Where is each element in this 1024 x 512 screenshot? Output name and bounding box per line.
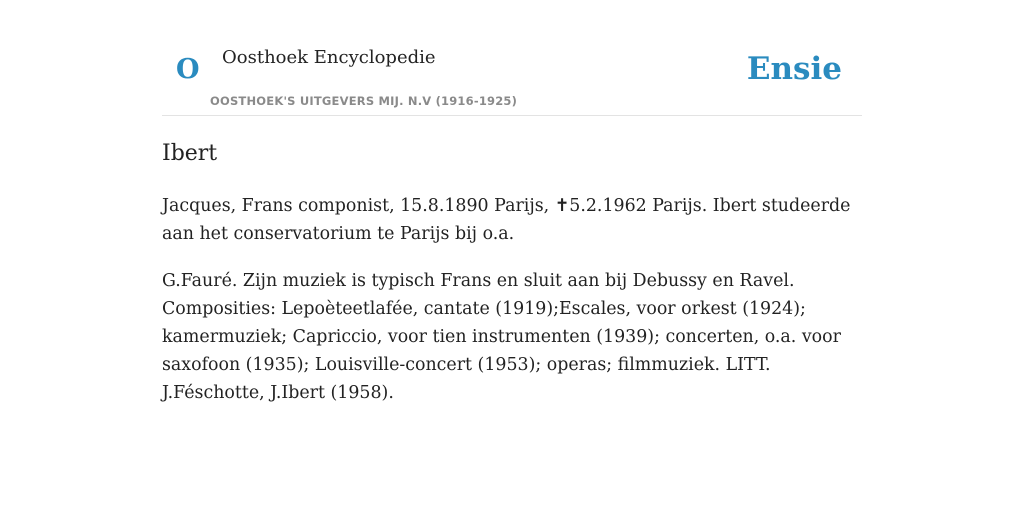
article-paragraph: Jacques, Frans componist, 15.8.1890 Parijs, ✝5.2.1962 Parijs. Ibert studeerde aan het conservatorium te Parijs bij o.a. bbox=[162, 196, 851, 244]
site-header bbox=[162, 0, 862, 116]
site-title[interactable]: Oosthoek Encyclopedie bbox=[222, 47, 436, 68]
publisher-subtitle: OOSTHOEK'S UITGEVERS MIJ. N.V (1916-1925) bbox=[210, 94, 518, 108]
article-paragraph: G.Fauré. Zijn muziek is typisch Frans en sluit aan bij Debussy en Ravel. Composities: Lepoèteetlafée, cantate (1919);Escales, voor orkest (1924); kamermuziek; Capriccio, voor tien instrumenten (1939); concerten, o.a. voor saxofoon (1935); Louisville-concert (1953); operas; filmmuziek. LITT. J.Féschotte, J.Ibert (1958). bbox=[162, 271, 841, 403]
page-container bbox=[162, 0, 862, 403]
ensie-logo-link[interactable]: Ensie bbox=[746, 51, 842, 87]
logo-o-icon[interactable]: O bbox=[176, 54, 200, 85]
article-body bbox=[162, 192, 862, 426]
article-title: Ibert bbox=[162, 141, 218, 166]
